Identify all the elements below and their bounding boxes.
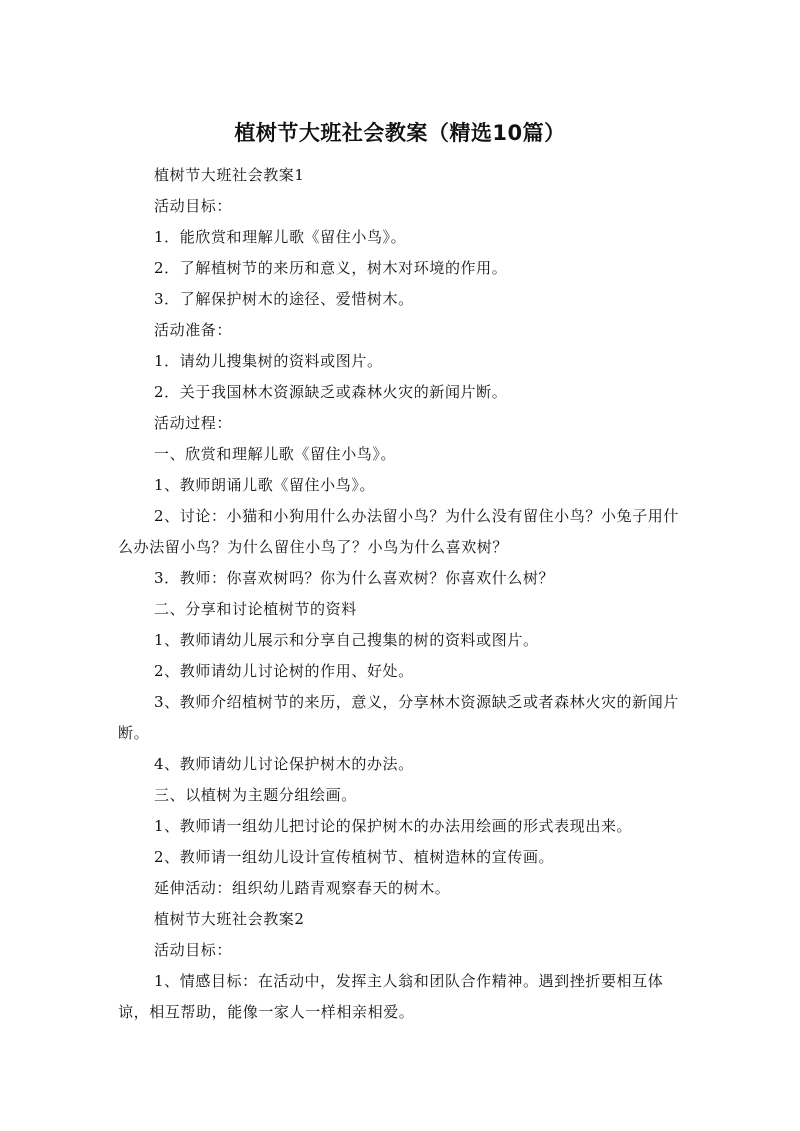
paragraph: 三、以植树为主题分组绘画。 [154,786,357,804]
paragraph: 3、教师介绍植树节的来历，意义，分享林木资源缺乏或者森林火灾的新闻片断。 [118,693,679,742]
document-title: 植树节大班社会教案（精选10篇） [234,121,566,145]
paragraph: 二、分享和讨论植树节的资料 [154,600,357,618]
paragraph: 3．教师：你喜欢树吗？你为什么喜欢树？你喜欢什么树？ [154,569,555,587]
paragraph: 2．关于我国林木资源缺乏或森林火灾的新闻片断。 [154,383,508,401]
document-body [118,160,688,1028]
paragraph: 活动目标： [154,197,233,215]
paragraph: 2、讨论：小猫和小狗用什么办法留小鸟？为什么没有留住小鸟？小兔子用什么办法留小鸟？为什么留住小鸟了？小鸟为什么喜欢树？ [118,507,679,556]
paragraph: 植树节大班社会教案2 [154,910,305,928]
paragraph: 植树节大班社会教案1 [154,166,305,184]
paragraph: 4、教师请幼儿讨论保护树木的办法。 [154,755,414,773]
paragraph: 1、情感目标：在活动中，发挥主人翁和团队合作精神。遇到挫折要相互体谅，相互帮助，能像一家人一样相亲相爱。 [118,972,664,1021]
paragraph: 2．了解植树节的来历和意义，树木对环境的作用。 [154,259,508,277]
paragraph: 活动过程： [154,414,233,432]
paragraph: 1．能欣赏和理解儿歌《留住小鸟》。 [154,228,407,246]
paragraph: 1、教师请一组幼儿把讨论的保护树木的办法用绘画的形式表现出来。 [154,817,633,835]
paragraph: 活动目标： [154,941,233,959]
paragraph: 3．了解保护树木的途径、爱惜树木。 [154,290,414,308]
paragraph: 延伸活动：组织幼儿踏青观察春天的树木。 [154,879,451,897]
paragraph: 1、教师朗诵儿歌《留住小鸟》。 [154,476,376,494]
paragraph: 2、教师请一组幼儿设计宣传植树节、植树造林的宣传画。 [154,848,555,866]
paragraph: 2、教师请幼儿讨论树的作用、好处。 [154,662,414,680]
paragraph: 一、欣赏和理解儿歌《留住小鸟》。 [154,445,397,463]
paragraph: 1．请幼儿搜集树的资料或图片。 [154,352,383,370]
paragraph: 活动准备： [154,321,233,339]
paragraph: 1、教师请幼儿展示和分享自己搜集的树的资料或图片。 [154,631,539,649]
